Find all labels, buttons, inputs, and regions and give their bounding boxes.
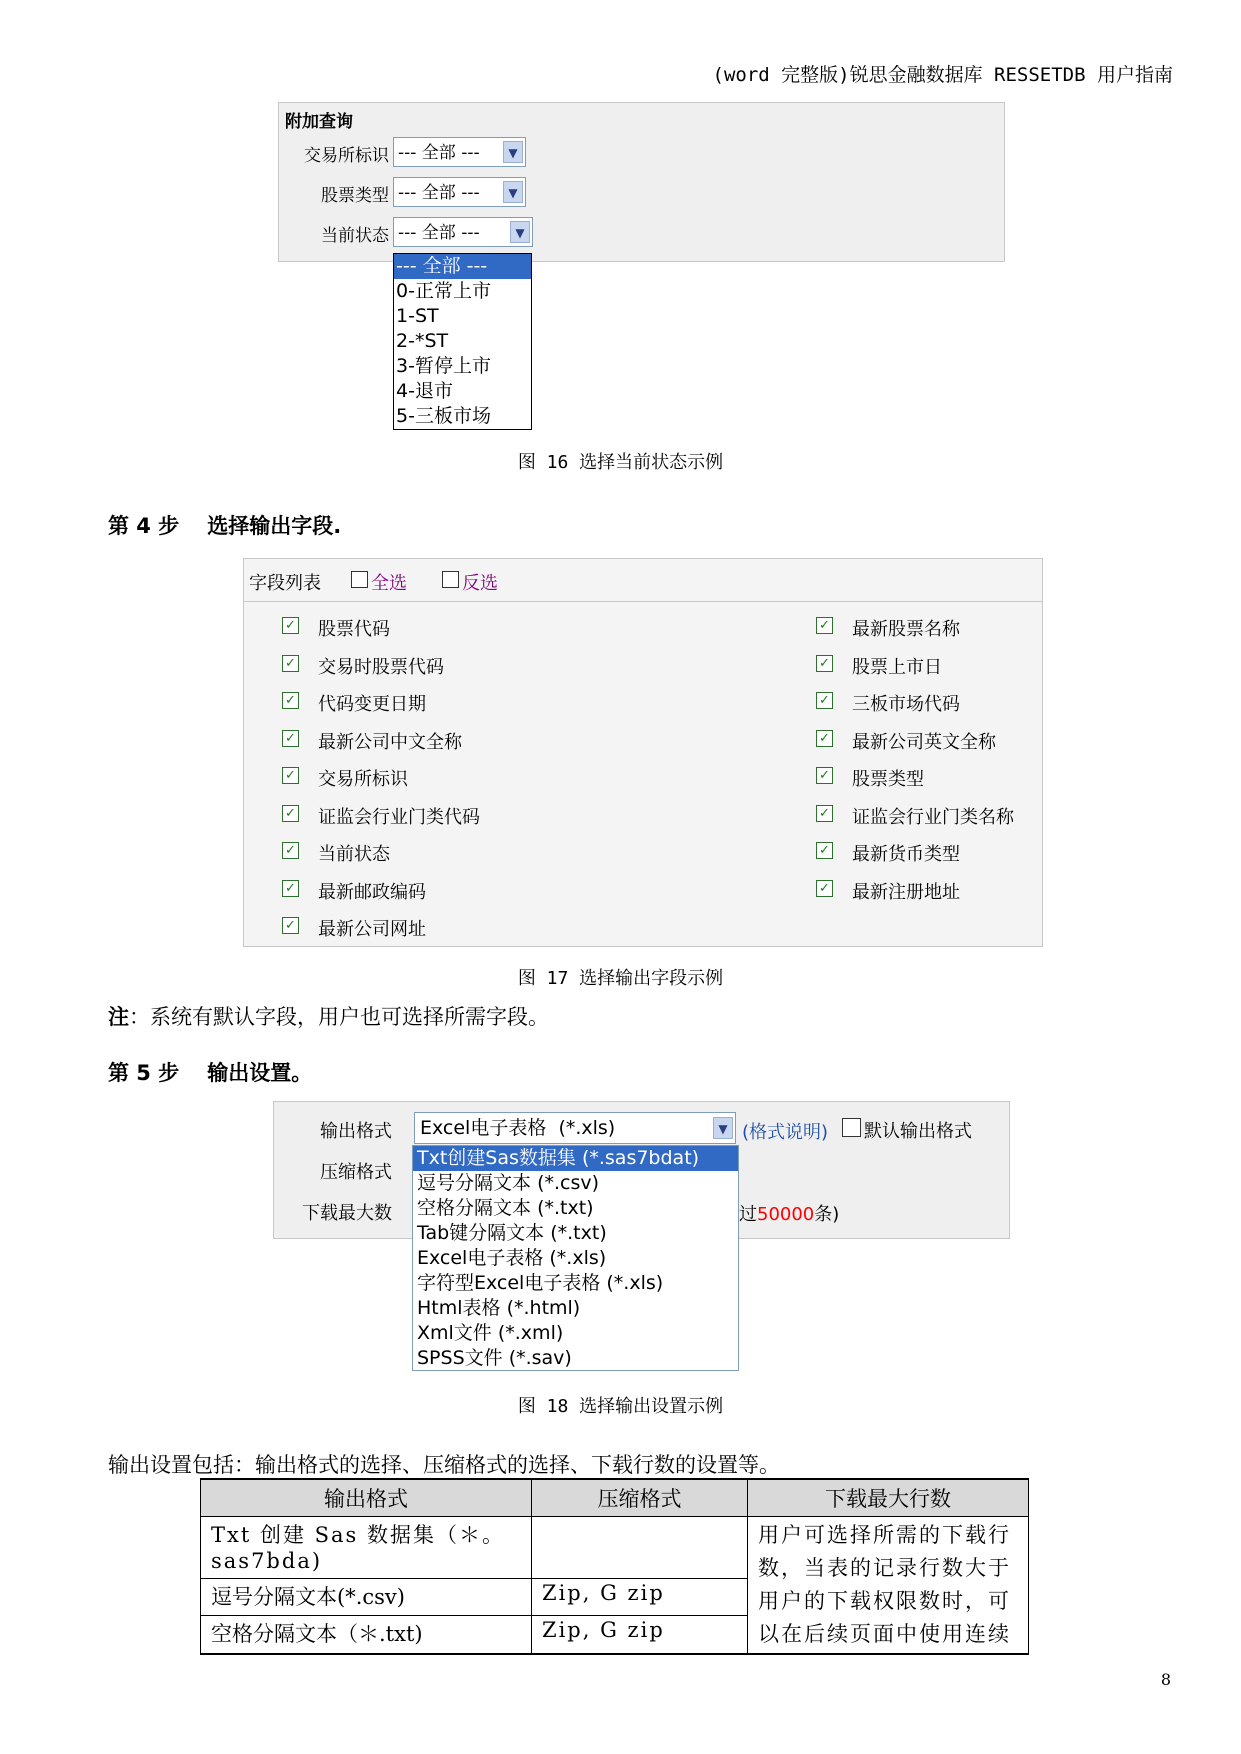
invert-checkbox[interactable] — [442, 571, 459, 588]
field-checkbox[interactable]: ✓ — [816, 805, 833, 822]
max-download-label: 下载最大数 — [302, 1203, 392, 1224]
field-label: 最新股票名称 — [852, 619, 960, 640]
field-checkbox[interactable]: ✓ — [282, 767, 299, 784]
field-label: 最新货币类型 — [852, 844, 960, 865]
table-cell — [532, 1517, 748, 1579]
table-cell: Zip, G zip — [532, 1579, 748, 1616]
compress-format-label: 压缩格式 — [320, 1162, 392, 1183]
table-header: 输出格式 — [201, 1479, 532, 1517]
field-checkbox[interactable]: ✓ — [816, 880, 833, 897]
table-header: 下载最大行数 — [748, 1479, 1029, 1517]
field-checkbox[interactable]: ✓ — [816, 655, 833, 672]
output-settings-table — [200, 1478, 1029, 1655]
field-checkbox[interactable]: ✓ — [282, 655, 299, 672]
select-all-checkbox[interactable] — [351, 571, 368, 588]
stock-type-select[interactable]: --- 全部 --- ▼ — [393, 177, 526, 207]
field-checkbox[interactable]: ✓ — [816, 767, 833, 784]
status-option[interactable]: 2-*ST — [396, 330, 449, 352]
field-label: 股票上市日 — [852, 656, 942, 678]
format-option[interactable]: 逗号分隔文本 (*.csv) — [417, 1172, 600, 1194]
status-option[interactable]: 1-ST — [396, 305, 439, 327]
step5-heading: 第 5 步 输出设置。 — [108, 1061, 313, 1085]
field-checkbox[interactable]: ✓ — [816, 692, 833, 709]
field-checkbox[interactable]: ✓ — [816, 842, 833, 859]
chevron-down-icon[interactable]: ▼ — [510, 221, 530, 243]
step4-heading: 第 4 步 选择输出字段. — [108, 514, 342, 538]
download-limit-text: 过50000条) — [739, 1204, 840, 1225]
figure16-caption: 图 16 选择当前状态示例 — [517, 452, 724, 473]
current-status-dropdown[interactable] — [393, 253, 532, 430]
format-help-link[interactable]: (格式说明) — [742, 1122, 829, 1143]
status-option[interactable]: --- 全部 --- — [394, 254, 531, 279]
field-checkbox[interactable]: ✓ — [282, 730, 299, 747]
format-option[interactable]: Xml文件 (*.xml) — [417, 1322, 564, 1344]
output-format-dropdown[interactable] — [412, 1145, 739, 1371]
page-number: 8 — [1160, 1670, 1171, 1689]
format-option[interactable]: SPSS文件 (*.sav) — [417, 1347, 572, 1369]
document-header: (word 完整版)锐思金融数据库 RESSETDB 用户指南 — [712, 64, 1173, 86]
status-option[interactable]: 3-暂停上市 — [396, 355, 491, 377]
chevron-down-icon[interactable]: ▼ — [713, 1117, 733, 1139]
table-cell: 用户可选择所需的下载行数，当表的记录行数大于用户的下载权限数时，可以在后续页面中使用连续 — [748, 1517, 1029, 1655]
output-format-select[interactable]: Excel电子表格 (*.xls) ▼ — [414, 1112, 736, 1144]
field-checkbox[interactable]: ✓ — [282, 880, 299, 897]
figure18-caption: 图 18 选择输出设置示例 — [517, 1396, 724, 1417]
field-list-header — [244, 559, 1042, 602]
field-label: 当前状态 — [318, 844, 390, 865]
invert-link[interactable]: 反选 — [462, 573, 498, 594]
field-label: 三板市场代码 — [852, 694, 960, 715]
output-settings-paragraph: 输出设置包括：输出格式的选择、压缩格式的选择、下载行数的设置等。 — [108, 1453, 780, 1477]
table-cell: Zip, G zip — [532, 1616, 748, 1654]
note: 注：系统有默认字段，用户也可选择所需字段。 — [108, 1004, 549, 1029]
status-option[interactable]: 5-三板市场 — [396, 405, 491, 427]
panel-title: 附加查询 — [285, 112, 353, 132]
format-option[interactable]: Html表格 (*.html) — [417, 1297, 581, 1319]
stock-type-label: 股票类型 — [321, 186, 389, 206]
field-checkbox[interactable]: ✓ — [282, 805, 299, 822]
field-label: 最新邮政编码 — [318, 881, 426, 903]
status-option[interactable]: 4-退市 — [396, 380, 453, 402]
additional-query-panel — [278, 102, 1005, 262]
field-label: 交易时股票代码 — [318, 656, 444, 678]
field-checkbox[interactable]: ✓ — [282, 917, 299, 934]
field-checkbox[interactable]: ✓ — [816, 617, 833, 634]
format-option[interactable]: 空格分隔文本 (*.txt) — [417, 1197, 594, 1219]
table-cell: 空格分隔文本（＊.txt) — [201, 1616, 532, 1654]
output-format-label: 输出格式 — [320, 1121, 392, 1142]
field-label: 最新注册地址 — [852, 881, 960, 903]
select-all-link[interactable]: 全选 — [371, 573, 407, 594]
field-checkbox[interactable]: ✓ — [282, 617, 299, 634]
figure17-caption: 图 17 选择输出字段示例 — [517, 968, 724, 989]
field-checkbox[interactable]: ✓ — [282, 842, 299, 859]
field-label: 证监会行业门类代码 — [318, 806, 480, 828]
field-checkbox[interactable]: ✓ — [282, 692, 299, 709]
chevron-down-icon[interactable]: ▼ — [503, 141, 523, 163]
status-option[interactable]: 0-正常上市 — [396, 280, 491, 302]
field-label: 交易所标识 — [318, 769, 408, 790]
exchange-id-label: 交易所标识 — [304, 146, 389, 166]
field-label: 股票代码 — [318, 619, 390, 640]
field-label: 代码变更日期 — [318, 694, 426, 715]
field-checkbox[interactable]: ✓ — [816, 730, 833, 747]
field-label: 证监会行业门类名称 — [852, 806, 1014, 828]
format-option[interactable]: Excel电子表格 (*.xls) — [417, 1247, 607, 1269]
table-cell: 逗号分隔文本(*.csv) — [201, 1579, 532, 1616]
exchange-id-select[interactable]: --- 全部 --- ▼ — [393, 137, 526, 167]
default-format-checkbox[interactable] — [842, 1118, 861, 1137]
format-option[interactable]: Tab键分隔文本 (*.txt) — [417, 1222, 607, 1244]
field-label: 股票类型 — [852, 769, 924, 790]
field-label: 最新公司网址 — [318, 919, 426, 940]
current-status-select[interactable]: --- 全部 --- ▼ — [393, 217, 533, 247]
default-format-label: 默认输出格式 — [864, 1121, 972, 1142]
field-list-panel — [243, 558, 1043, 947]
field-list-title: 字段列表 — [249, 573, 321, 594]
field-label: 最新公司英文全称 — [852, 731, 996, 753]
table-header: 压缩格式 — [532, 1479, 748, 1517]
current-status-label: 当前状态 — [321, 226, 389, 246]
chevron-down-icon[interactable]: ▼ — [503, 181, 523, 203]
field-label: 最新公司中文全称 — [318, 731, 462, 753]
format-option[interactable]: Txt创建Sas数据集 (*.sas7bdat) — [413, 1146, 738, 1171]
format-option[interactable]: 字符型Excel电子表格 (*.xls) — [417, 1272, 664, 1294]
table-cell: Txt 创建 Sas 数据集（＊。sas7bda) — [201, 1517, 532, 1579]
